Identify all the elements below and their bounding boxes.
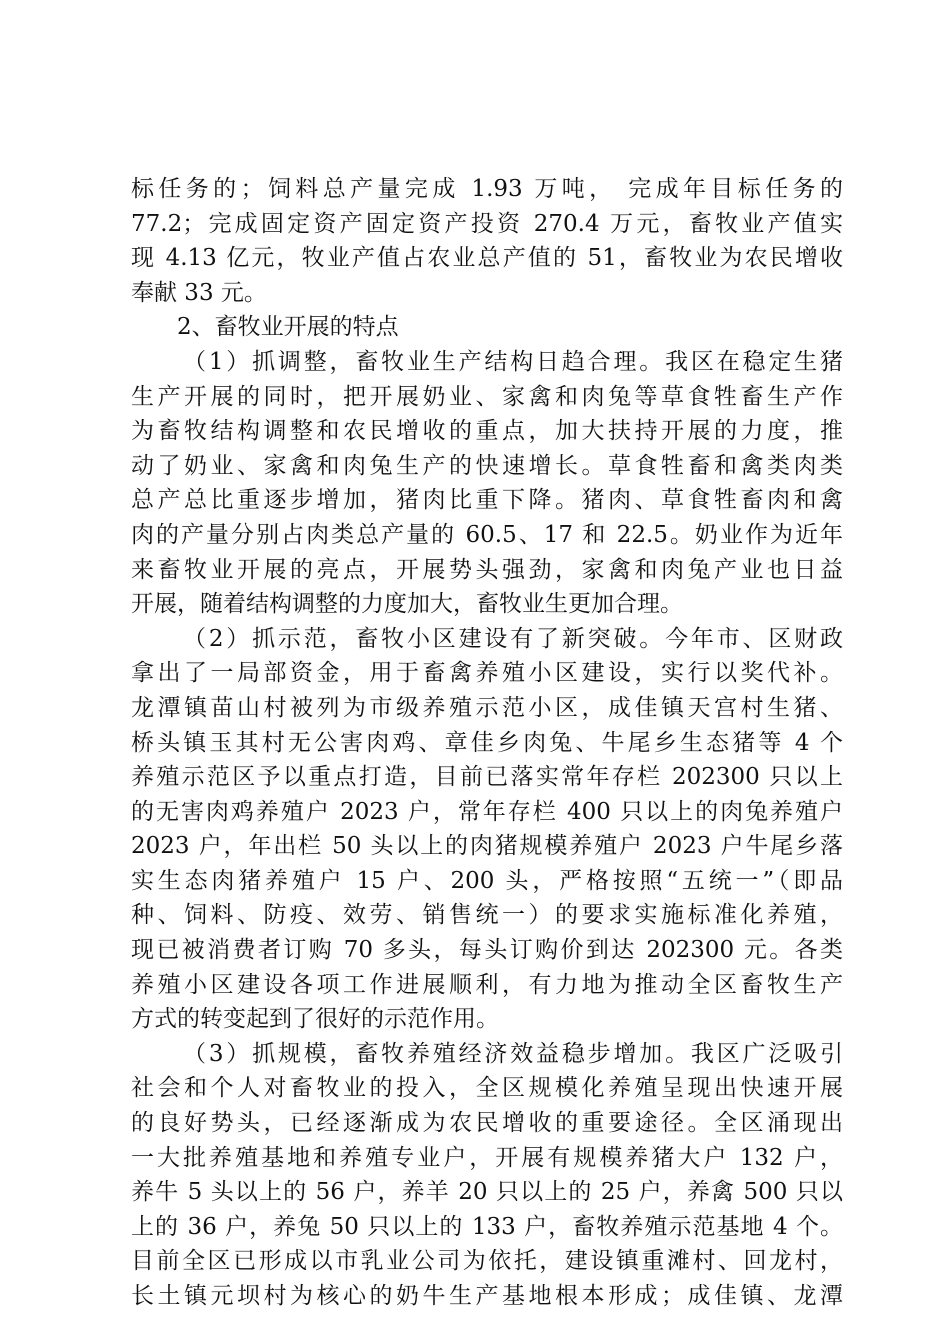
text-line: 2023 户，年出栏 50 头以上的肉猪规模养殖户 2023 户牛尾乡落 xyxy=(131,833,843,860)
text-line: 养殖示范区予以重点打造，目前已落实常年存栏 202300 只以上 xyxy=(131,764,843,791)
text-line: 龙潭镇苗山村被列为市级养殖示范小区，成佳镇天宫村生猪、 xyxy=(131,694,843,721)
text-line: 上的 36 户，养兔 50 只以上的 133 户，畜牧养殖示范基地 4 个。 xyxy=(131,1213,843,1240)
text-line: （3）抓规模，畜牧养殖经济效益稳步增加。我区广泛吸引 xyxy=(183,1040,843,1067)
text-line: 养牛 5 头以上的 56 户，养羊 20 只以上的 25 户，养禽 500 只以 xyxy=(131,1179,843,1206)
text-line: 总产总比重逐步增加，猪肉比重下降。猪肉、草食牲畜肉和禽 xyxy=(131,487,843,514)
text-line: 标任务的；饲料总产量完成 1.93 万吨， 完成年目标任务的 xyxy=(131,176,843,202)
paragraph-intro xyxy=(131,172,843,310)
text-line: 的良好势头，已经逐渐成为农民增收的重要途径。全区涌现出 xyxy=(131,1110,843,1137)
section-heading xyxy=(131,310,843,345)
paragraph-scale xyxy=(131,1037,843,1314)
document-body xyxy=(131,172,843,1314)
text-line: 为畜牧结构调整和农民增收的重点，加大扶持开展的力度，推 xyxy=(131,418,843,445)
text-line: 奉献 33 元。 xyxy=(131,279,267,306)
paragraph-adjustment xyxy=(131,345,843,622)
text-line: 实生态肉猪养殖户 15 户、200 头，严格按照“五统一”（即品 xyxy=(131,867,843,894)
text-line: 开展，随着结构调整的力度加大，畜牧业生更加合理。 xyxy=(131,591,683,618)
text-line: 现已被消费者订购 70 多头，每头订购价到达 202300 元。各类 xyxy=(131,937,843,964)
text-line: 现 4.13 亿元，牧业产值占农业总产值的 51，畜牧业为农民增收 xyxy=(131,245,843,272)
text-line: 种、饲料、防疫、效劳、销售统一）的要求实施标准化养殖， xyxy=(131,902,843,929)
text-line: 目前全区已形成以市乳业公司为依托，建设镇重滩村、回龙村， xyxy=(131,1248,843,1275)
paragraph-demonstration xyxy=(131,622,843,1037)
text-line: 的无害肉鸡养殖户 2023 户，常年存栏 400 只以上的肉兔养殖户 xyxy=(131,798,843,825)
text-line: 养殖小区建设各项工作进展顺利，有力地为推动全区畜牧生产 xyxy=(131,971,843,998)
heading-text: 2、畜牧业开展的特点 xyxy=(177,314,399,341)
text-line: 桥头镇玉其村无公害肉鸡、章佳乡肉兔、牛尾乡生态猪等 4 个 xyxy=(131,729,843,756)
text-line: 社会和个人对畜牧业的投入，全区规模化养殖呈现出快速开展 xyxy=(131,1075,843,1102)
text-line: （1）抓调整，畜牧业生产结构日趋合理。我区在稳定生猪 xyxy=(183,348,843,375)
text-line: 方式的转变起到了很好的示范作用。 xyxy=(131,1006,499,1033)
text-line: 长土镇元坝村为核心的奶牛生产基地根本形成；成佳镇、龙潭 xyxy=(131,1283,843,1309)
text-line: 拿出了一局部资金，用于畜禽养殖小区建设，实行以奖代补。 xyxy=(131,660,843,687)
text-line: 来畜牧业开展的亮点，开展势头强劲，家禽和肉兔产业也日益 xyxy=(131,556,843,583)
text-line: 肉的产量分别占肉类总产量的 60.5、17 和 22.5。奶业作为近年 xyxy=(131,521,843,548)
text-line: 动了奶业、家禽和肉兔生产的快速增长。草食牲畜和禽类肉类 xyxy=(131,452,843,479)
text-line: 一大批养殖基地和养殖专业户，开展有规模养猪大户 132 户， xyxy=(131,1144,843,1171)
text-line: 77.2；完成固定资产固定资产投资 270.4 万元，畜牧业产值实 xyxy=(131,210,843,237)
text-line: 生产开展的同时，把开展奶业、家禽和肉兔等草食牲畜生产作 xyxy=(131,383,843,410)
text-line: （2）抓示范，畜牧小区建设有了新突破。今年市、区财政 xyxy=(183,625,843,652)
